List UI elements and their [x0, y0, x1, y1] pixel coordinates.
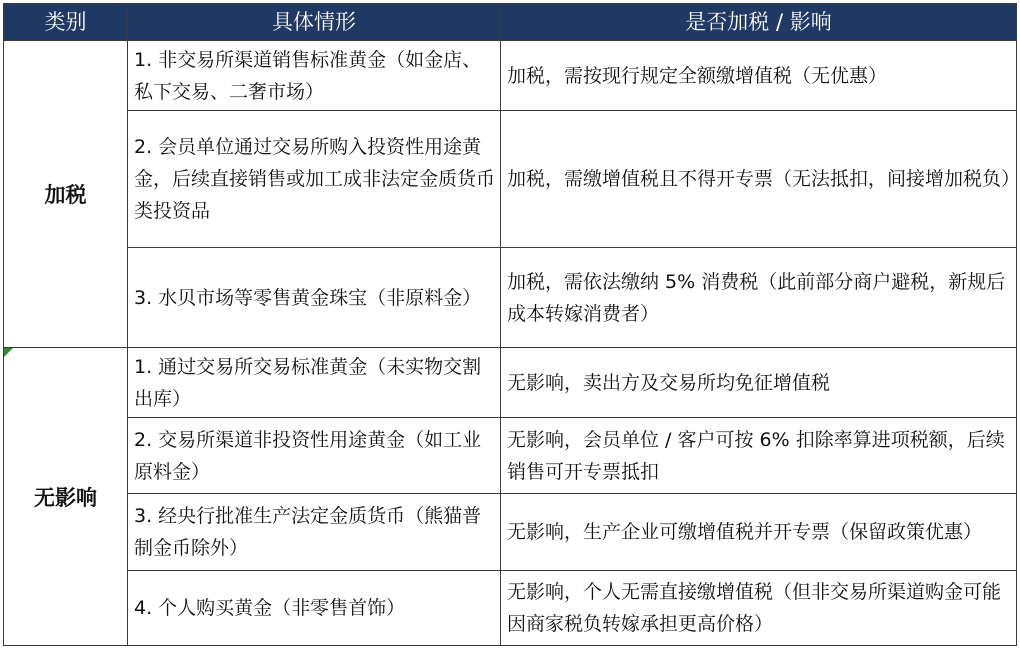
effect-cell: 无影响，卖出方及交易所均免征增值税	[501, 348, 1017, 418]
table-row	[4, 348, 1017, 418]
situation-cell: 1. 通过交易所交易标准黄金（未实物交割出库）	[128, 348, 501, 418]
table-row	[4, 111, 1017, 248]
table-row	[4, 494, 1017, 571]
category-cell-no-impact	[4, 348, 128, 646]
tax-impact-table	[3, 3, 1020, 646]
situation-cell: 3. 经央行批准生产法定金质货币（熊猫普制金币除外）	[128, 494, 501, 571]
header-category: 类别	[4, 4, 128, 41]
table-row	[4, 571, 1017, 646]
header-situation: 具体情形	[128, 4, 501, 41]
category-cell-increase: 加税	[4, 41, 128, 348]
effect-cell: 无影响，生产企业可缴增值税并开专票（保留政策优惠）	[501, 494, 1017, 571]
corner-marker-icon	[4, 348, 13, 357]
table-header-row	[4, 4, 1017, 41]
effect-cell: 加税，需依法缴纳 5% 消费税（此前部分商户避税，新规后成本转嫁消费者）	[501, 248, 1017, 348]
situation-cell: 4. 个人购买黄金（非零售首饰）	[128, 571, 501, 646]
table-row	[4, 248, 1017, 348]
situation-cell: 2. 会员单位通过交易所购入投资性用途黄金，后续直接销售或加工成非法定金质货币类投资品	[128, 111, 501, 248]
effect-cell: 加税，需缴增值税且不得开专票（无法抵扣，间接增加税负）	[501, 111, 1017, 248]
situation-cell: 1. 非交易所渠道销售标准黄金（如金店、私下交易、二奢市场）	[128, 41, 501, 111]
table-row	[4, 418, 1017, 494]
effect-cell: 无影响，会员单位 / 客户可按 6% 扣除率算进项税额，后续销售可开专票抵扣	[501, 418, 1017, 494]
header-effect: 是否加税 / 影响	[501, 4, 1017, 41]
effect-cell: 无影响，个人无需直接缴增值税（但非交易所渠道购金可能因商家税负转嫁承担更高价格）	[501, 571, 1017, 646]
table-row	[4, 41, 1017, 111]
effect-cell: 加税，需按现行规定全额缴增值税（无优惠）	[501, 41, 1017, 111]
situation-cell: 3. 水贝市场等零售黄金珠宝（非原料金）	[128, 248, 501, 348]
situation-cell: 2. 交易所渠道非投资性用途黄金（如工业原料金）	[128, 418, 501, 494]
category-label: 无影响	[34, 485, 97, 510]
